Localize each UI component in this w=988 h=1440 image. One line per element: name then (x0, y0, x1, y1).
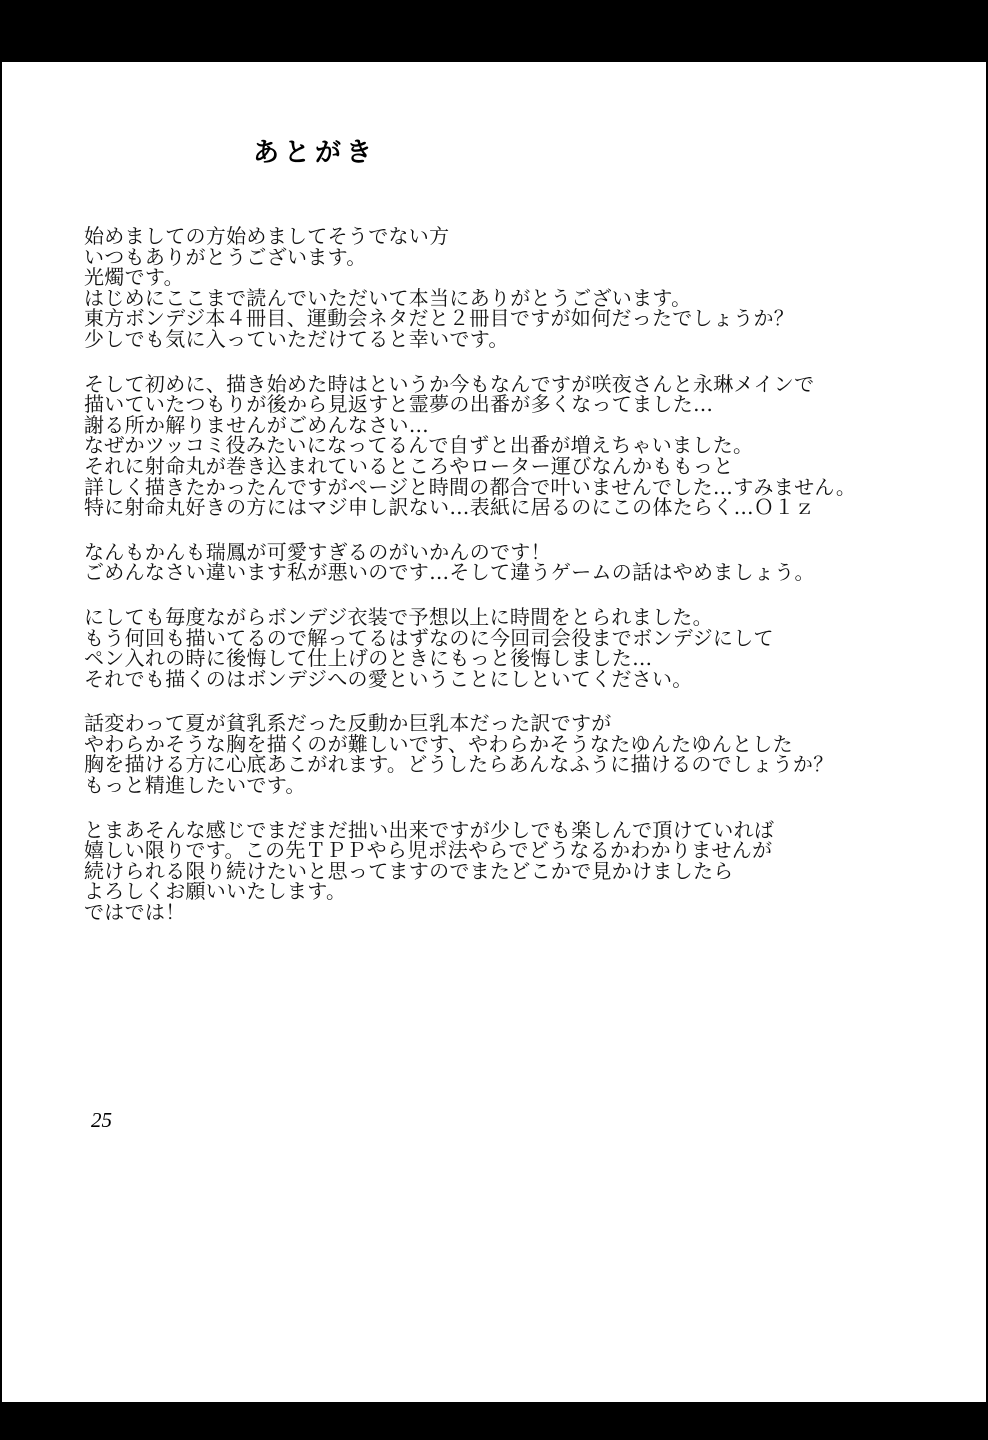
text-line: 特に射命丸好きの方にはマジ申し訳ない…表紙に居るのにこの体たらく…Ｏ１ｚ (84, 495, 815, 520)
text-line: 詳しく描きたかったんですがページと時間の都合で叶いませんでした…すみません。 (84, 474, 857, 499)
text-line: もっと精進したいです。 (84, 773, 306, 798)
afterword-body (84, 226, 964, 947)
text-line: はじめにここまで読んでいただいて本当にありがとうございます。 (84, 285, 692, 310)
text-line: ではでは！ (84, 900, 186, 925)
text-line: いつもありがとうございます。 (84, 244, 367, 269)
text-line: それでも描くのはボンデジへの愛ということにしといてください。 (84, 666, 693, 691)
text-line: 東方ボンデジ本４冊目、運動会ネタだと２冊目ですが如何だったでしょうか？ (84, 306, 795, 331)
paragraph-3 (84, 539, 964, 585)
paragraph-4 (84, 604, 964, 691)
text-line: 光燭です。 (84, 265, 184, 290)
text-line: 謝る所か解りませんがごめんなさい… (84, 412, 430, 437)
text-line: 始めましての方始めましてそうでない方 (84, 224, 450, 248)
text-line: 続けられる限り続けたいと思ってますのでまたどこかで見かけましたら (84, 858, 734, 883)
text-line: なんもかんも瑞鳳が可愛すぎるのがいかんのです！ (84, 539, 551, 564)
top-scan-border (0, 0, 988, 62)
text-line: ペン入れの時に後悔して仕上げのときにもっと後悔しました… (84, 646, 653, 671)
text-line: それに射命丸が巻き込まれているところやローター運びなんかももっと (84, 453, 734, 478)
text-line: 描いていたつもりが後から見返すと霊夢の出番が多くなってました… (84, 392, 714, 417)
page-number: 25 (91, 1108, 112, 1132)
bottom-scan-border (0, 1402, 988, 1440)
paragraph-2 (84, 371, 964, 520)
text-line: ごめんなさい違います私が悪いのです…そして違うゲームの話はやめましょう。 (84, 560, 815, 585)
paragraph-1 (84, 226, 964, 350)
text-line: そして初めに、描き始めた時はというか今もなんですが咲夜さんと永琳メインで (84, 371, 815, 396)
text-line: もう何回も描いてるので解ってるはずなのに今回司会役までボンデジにして (84, 625, 774, 650)
paragraph-6 (84, 817, 964, 925)
text-line: やわらかそうな胸を描くのが難しいです、やわらかそうなたゆんたゆんとした (84, 731, 793, 756)
text-line: 少しでも気に入っていただけてると幸いです。 (84, 326, 509, 351)
paragraph-5 (84, 711, 964, 798)
text-line: 嬉しい限りです。この先ＴＰＰやら児ポ法やらでどうなるかわかりませんが (84, 838, 773, 863)
text-line: よろしくお願いいたします。 (84, 879, 347, 904)
text-line: 胸を描ける方に心底あこがれます。どうしたらあんなふうに描けるのでしょうか？ (84, 752, 834, 777)
text-line: 話変わって夏が貧乳系だった反動か巨乳本だった訳ですが (84, 711, 612, 736)
text-line: とまあそんな感じでまだまだ拙い出来ですが少しでも楽しんで頂けていれば (84, 817, 775, 842)
page-title: あとがき (253, 138, 378, 168)
text-line: にしても毎度ながらボンデジ衣装で予想以上に時間をとられました。 (84, 604, 713, 629)
text-line: なぜかツッコミ役みたいになってるんで自ずと出番が増えちゃいました。 (84, 433, 754, 458)
